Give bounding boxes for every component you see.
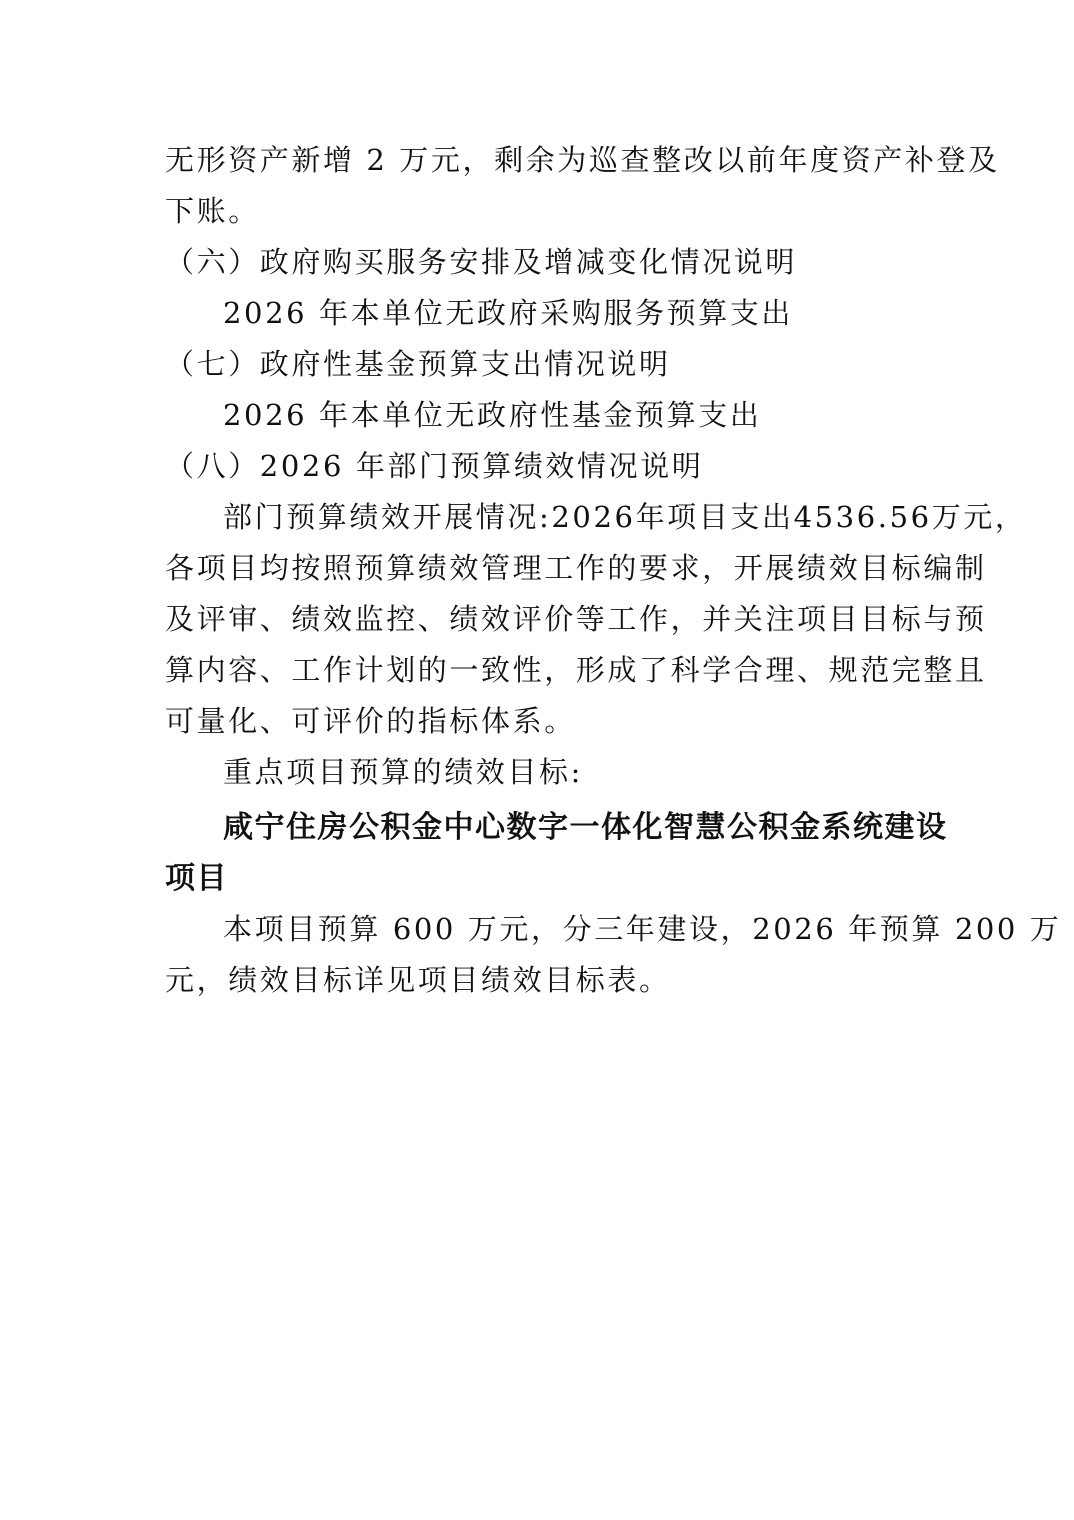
project-title: 项目 xyxy=(165,861,228,896)
section-heading: （七）政府性基金预算支出情况说明 xyxy=(165,347,671,381)
paragraph-line: 各项目均按照预算绩效管理工作的要求，开展绩效目标编制 xyxy=(165,551,987,585)
paragraph-line: 及评审、绩效监控、绩效评价等工作，并关注项目目标与预 xyxy=(165,602,987,636)
project-title: 咸宁住房公积金中心数字一体化智慧公积金系统建设 xyxy=(223,810,948,845)
paragraph-line: 元，绩效目标详见项目绩效目标表。 xyxy=(165,963,671,997)
section-heading: （八）2026 年部门预算绩效情况说明 xyxy=(165,449,704,483)
paragraph-line: 重点项目预算的绩效目标: xyxy=(223,755,583,789)
document-body xyxy=(165,135,1062,1006)
paragraph-line: 下账。 xyxy=(165,194,260,228)
paragraph-line: 部门预算绩效开展情况:2026年项目支出4536.56万元， xyxy=(223,500,1027,534)
paragraph-line: 可量化、可评价的指标体系。 xyxy=(165,704,576,738)
paragraph-line: 算内容、工作计划的一致性，形成了科学合理、规范完整且 xyxy=(165,653,987,687)
paragraph-line: 无形资产新增 2 万元，剩余为巡查整改以前年度资产补登及 xyxy=(165,143,1000,177)
paragraph-line: 2026 年本单位无政府性基金预算支出 xyxy=(223,398,762,432)
paragraph-line: 本项目预算 600 万元，分三年建设，2026 年预算 200 万 xyxy=(223,912,1062,946)
paragraph-line: 2026 年本单位无政府采购服务预算支出 xyxy=(223,296,794,330)
section-heading: （六）政府购买服务安排及增减变化情况说明 xyxy=(165,245,798,279)
